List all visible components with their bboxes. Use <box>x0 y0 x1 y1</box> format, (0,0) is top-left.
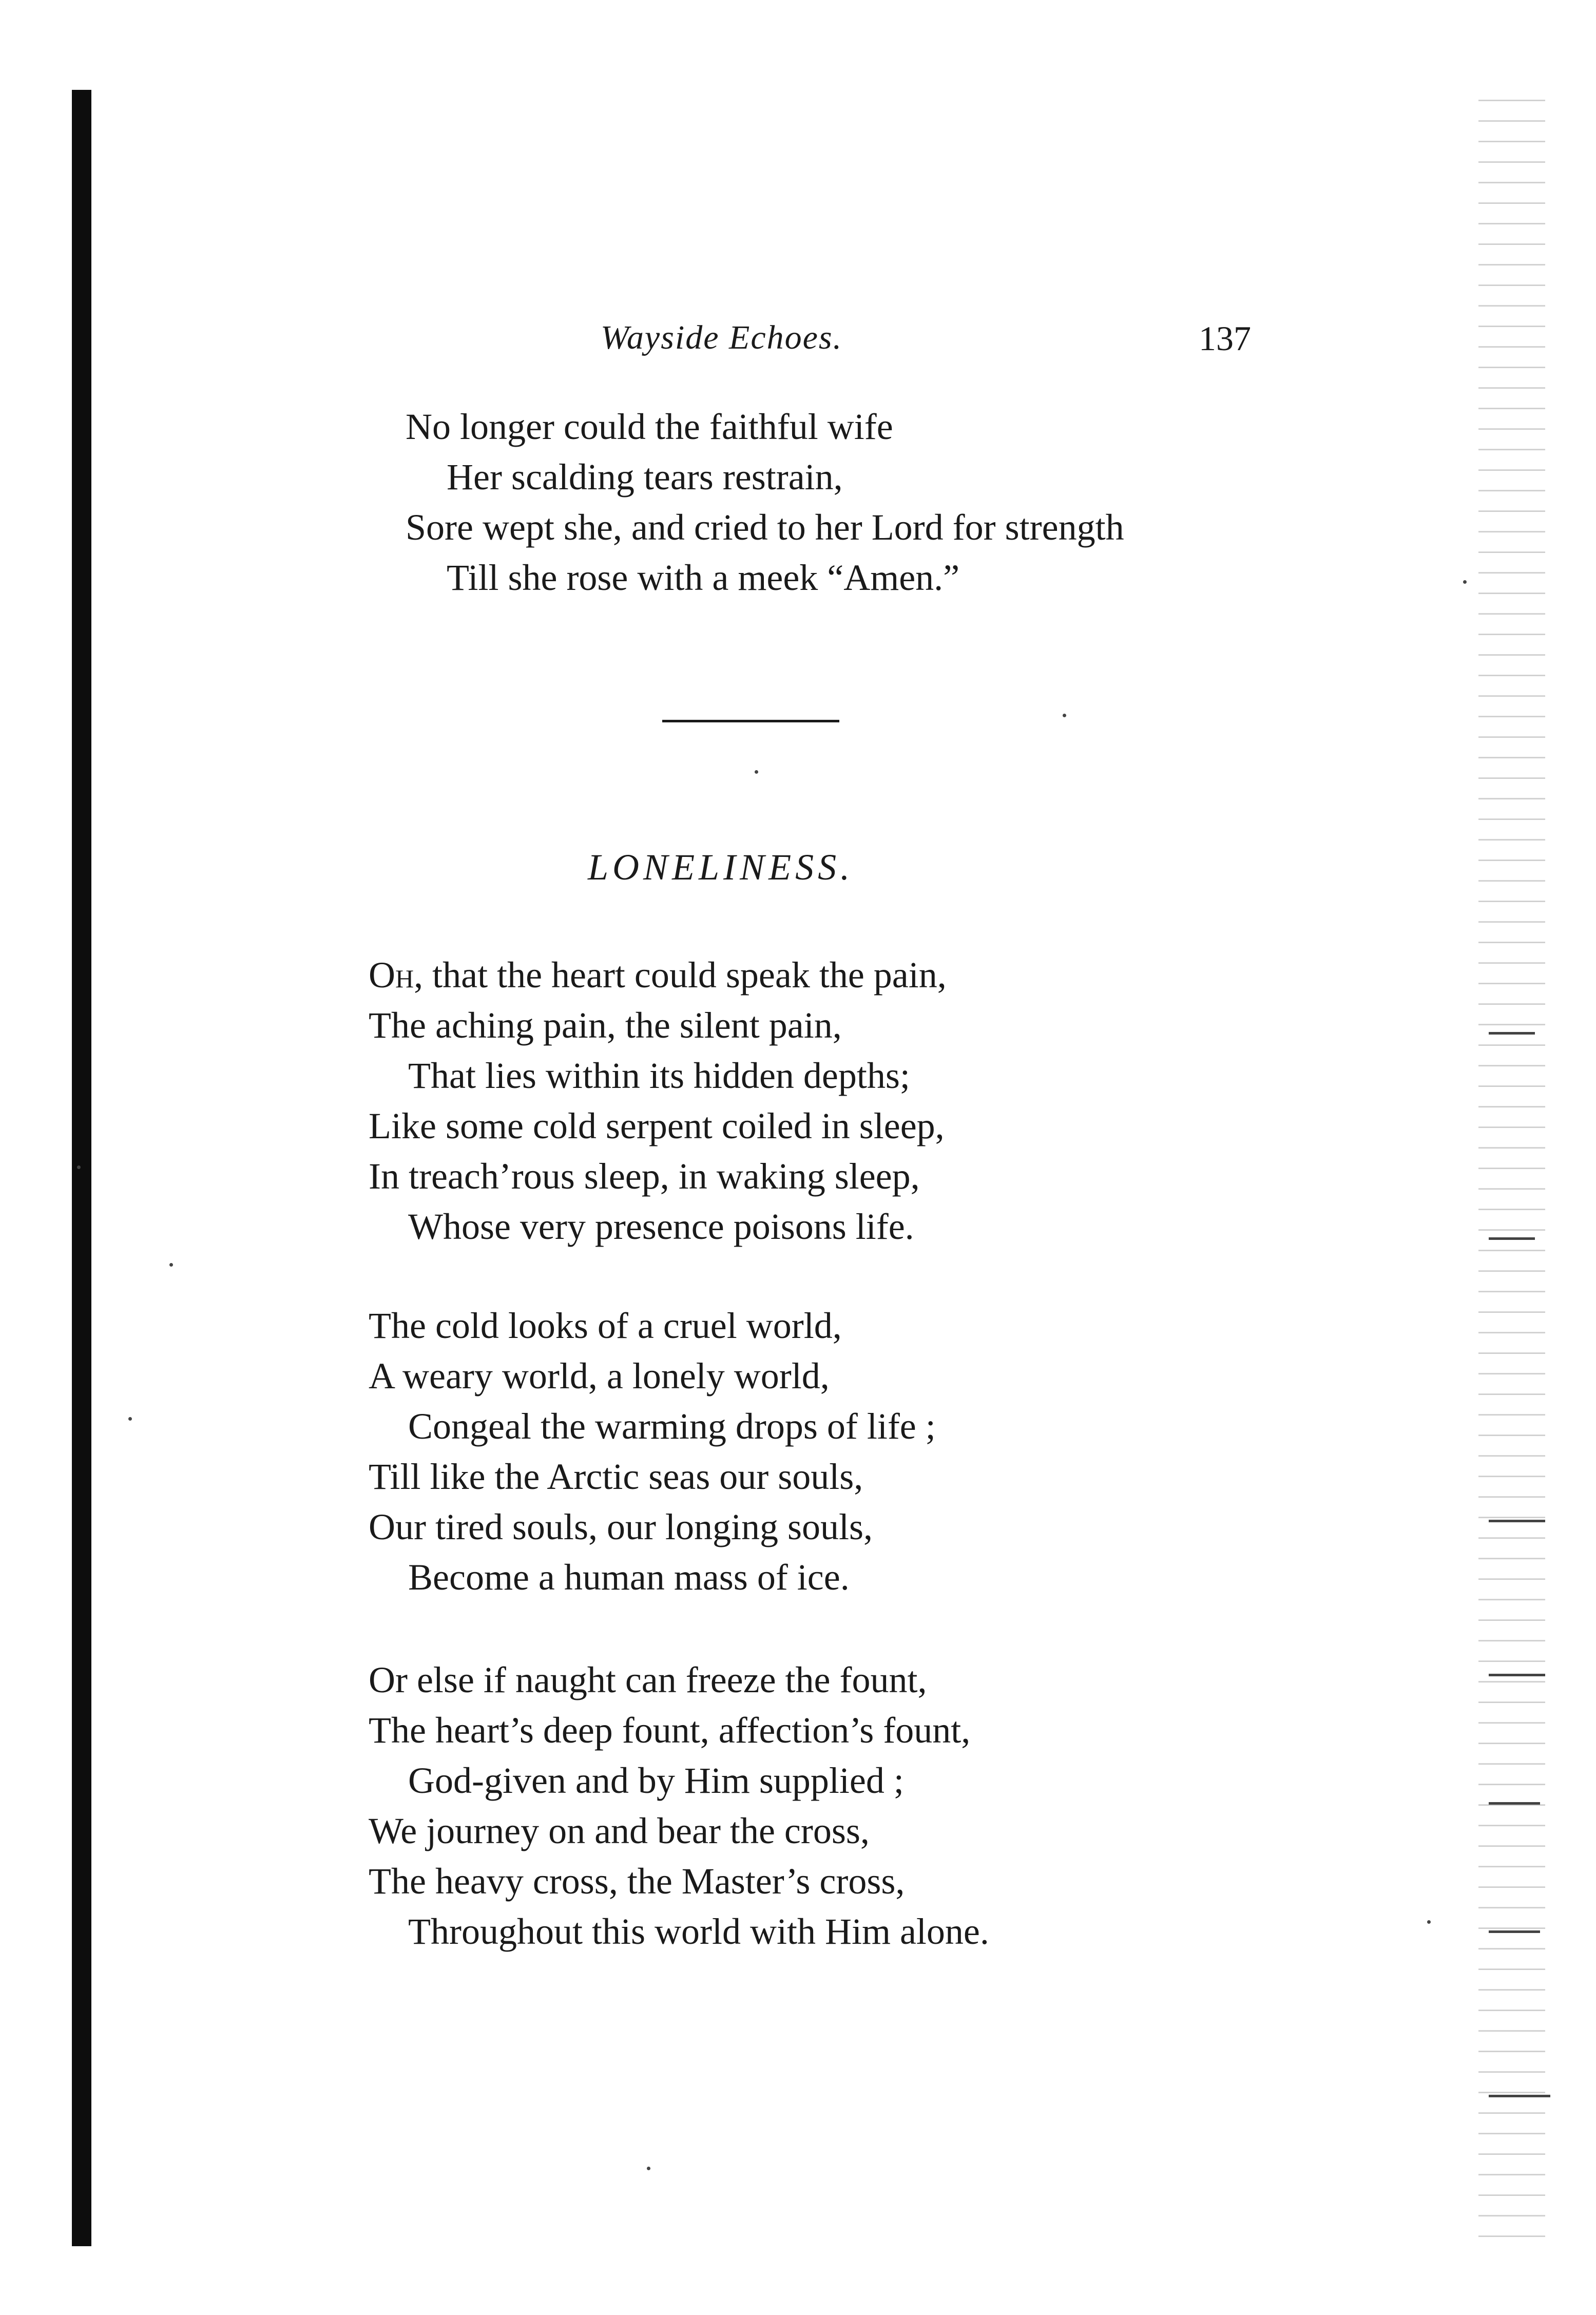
poem-line: Her scalding tears restrain, <box>447 456 843 498</box>
poem-line: The aching pain, the silent pain, <box>369 1005 842 1046</box>
edge-mark <box>1489 1520 1545 1522</box>
edge-mark <box>1489 1930 1540 1933</box>
section-divider <box>662 720 839 722</box>
running-title: Wayside Echoes. <box>601 319 843 356</box>
poem-line: Till like the Arctic seas our souls, <box>369 1456 863 1497</box>
first-word: Oh, <box>369 954 424 996</box>
poem-line: That lies within its hidden depths; <box>408 1055 910 1096</box>
poem-title: LONELINESS. <box>588 847 854 888</box>
edge-mark <box>1489 1237 1535 1240</box>
poem-line: Sore wept she, and cried to her Lord for strength <box>406 507 1124 548</box>
scan-speck <box>1063 714 1066 717</box>
scan-speck <box>1427 1920 1431 1924</box>
scan-speck <box>169 1263 173 1267</box>
scan-speck <box>647 2167 650 2170</box>
edge-mark <box>1489 1032 1535 1035</box>
poem-line <box>369 954 947 996</box>
scan-speck <box>77 1165 81 1169</box>
scan-speck <box>1463 580 1467 584</box>
poem-line: No longer could the faithful wife <box>406 406 893 447</box>
edge-mark <box>1489 1802 1540 1805</box>
poem-line: Like some cold serpent coiled in sleep, <box>369 1105 945 1146</box>
poem-line: Or else if naught can freeze the fount, <box>369 1659 927 1700</box>
page-number: 137 <box>1199 319 1251 358</box>
scan-speck <box>128 1417 132 1421</box>
edge-mark <box>1489 1674 1545 1676</box>
poem-line: A weary world, a lonely world, <box>369 1355 830 1396</box>
poem-line: We journey on and bear the cross, <box>369 1810 870 1851</box>
poem-line: Throughout this world with Him alone. <box>408 1911 989 1952</box>
poem-line: The heart’s deep fount, affection’s fount, <box>369 1710 971 1751</box>
poem-line: Become a human mass of ice. <box>408 1557 850 1598</box>
poem-line: God-given and by Him supplied ; <box>408 1760 904 1801</box>
poem-line: Whose very presence poisons life. <box>408 1206 914 1247</box>
poem-line: Our tired souls, our longing souls, <box>369 1506 873 1547</box>
poem-line: The cold looks of a cruel world, <box>369 1305 842 1346</box>
scan-speck <box>755 770 758 774</box>
page-edge-scan-artifact <box>1478 92 1545 2249</box>
poem-line: Congeal the warming drops of life ; <box>408 1406 936 1447</box>
first-line-rest: that the heart could speak the pain, <box>423 954 947 996</box>
poem-line: In treach’rous sleep, in waking sleep, <box>369 1156 920 1197</box>
poem-line: Till she rose with a meek “Amen.” <box>447 557 960 598</box>
binding-edge-shadow <box>72 90 91 2246</box>
edge-mark <box>1489 2095 1550 2097</box>
poem-line: The heavy cross, the Master’s cross, <box>369 1861 905 1902</box>
